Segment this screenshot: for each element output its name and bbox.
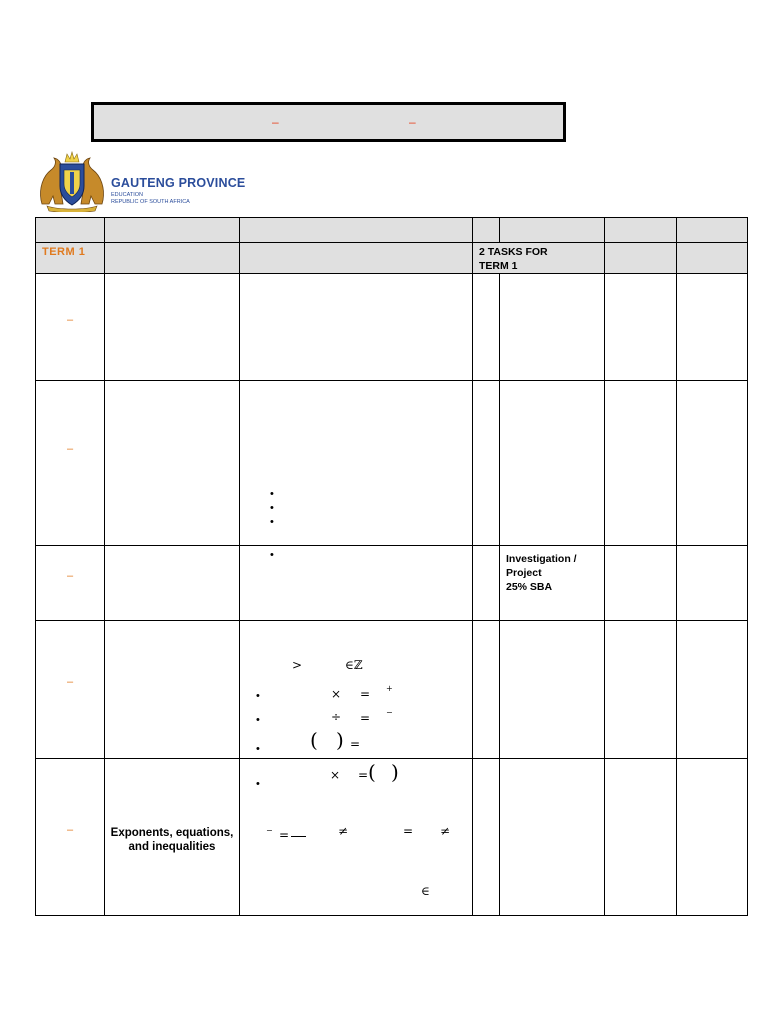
- table-row: [36, 274, 748, 381]
- week-cell: [36, 621, 105, 759]
- header-cell: [500, 218, 605, 243]
- close-paren: ): [336, 728, 344, 752]
- table-row: [36, 621, 748, 759]
- blank-cell: [677, 759, 748, 916]
- week-marker: –: [66, 676, 74, 688]
- header-cell: [605, 218, 677, 243]
- assessment-line2: Project: [506, 567, 542, 579]
- equals-symbol: =: [360, 687, 371, 701]
- blank-cell: [677, 621, 748, 759]
- week-cell: [36, 759, 105, 916]
- tasks-label: [473, 243, 604, 273]
- content-cell: [240, 546, 473, 621]
- title-dash-2: –: [409, 115, 416, 129]
- narrow-cell: [473, 381, 500, 546]
- topic-cell: [105, 274, 240, 381]
- plus-superscript: +: [386, 684, 393, 693]
- narrow-cell: [473, 274, 500, 381]
- header-cell: [36, 218, 105, 243]
- narrow-cell: [473, 546, 500, 621]
- table-row: [36, 759, 748, 916]
- blank-cell: [605, 621, 677, 759]
- document-title-box: [91, 102, 566, 142]
- term-row-cell: [105, 243, 240, 274]
- bullet: •: [256, 714, 260, 726]
- blank-cell: [677, 381, 748, 546]
- open-paren: (: [368, 760, 376, 784]
- table-row: [36, 546, 748, 621]
- topic-title-line2: and inequalities: [128, 841, 216, 853]
- content-cell: [240, 381, 473, 546]
- week-cell: [36, 546, 105, 621]
- equals-symbol: =: [350, 737, 361, 751]
- narrow-cell: [473, 759, 500, 916]
- topic-title: [105, 826, 239, 854]
- element-of-integers-symbol: ∈ℤ: [345, 658, 363, 672]
- greater-than-symbol: >: [292, 658, 303, 672]
- term-planner-table: [35, 217, 748, 916]
- tasks-cell: [473, 243, 605, 274]
- assessment-line3: 25% SBA: [506, 581, 553, 593]
- logo-country: REPUBLIC OF SOUTH AFRICA: [111, 199, 190, 205]
- bullet: •: [270, 488, 274, 500]
- week-marker: –: [66, 570, 74, 582]
- bullet: •: [256, 743, 260, 755]
- term-row-cell: [605, 243, 677, 274]
- bullet: •: [256, 778, 260, 790]
- assessment-line1: Investigation /: [506, 553, 577, 565]
- topic-cell: [105, 621, 240, 759]
- divide-symbol: ÷: [331, 710, 342, 724]
- week-cell: [36, 274, 105, 381]
- topic-cell: [105, 381, 240, 546]
- blank-cell: [605, 381, 677, 546]
- fraction-bar: [291, 836, 306, 837]
- minus-superscript: −: [266, 826, 273, 835]
- content-cell: [240, 759, 473, 916]
- assessment-cell: [500, 546, 605, 621]
- blank-cell: [605, 546, 677, 621]
- content-cell: [240, 621, 473, 759]
- logo-department: EDUCATION: [111, 192, 143, 198]
- topic-cell: [105, 759, 240, 916]
- logo-province-name: GAUTENG PROVINCE: [111, 176, 246, 190]
- topic-title-line1: Exponents, equations,: [110, 827, 234, 839]
- table-row: [36, 381, 748, 546]
- open-paren: (: [310, 728, 318, 752]
- header-cell: [240, 218, 473, 243]
- week-cell: [36, 381, 105, 546]
- week-marker: –: [66, 314, 74, 326]
- equals-symbol: =: [360, 711, 371, 725]
- equals-symbol: =: [279, 828, 290, 842]
- week-marker: –: [66, 443, 74, 455]
- times-symbol: ×: [331, 687, 342, 701]
- blank-cell: [605, 759, 677, 916]
- bullet: •: [270, 549, 274, 561]
- term-row-cell: [677, 243, 748, 274]
- blank-cell: [677, 274, 748, 381]
- table-header-row: [36, 218, 748, 243]
- term-label: TERM 1: [42, 246, 86, 258]
- tasks-label-line1: 2 TASKS FOR: [479, 246, 548, 258]
- not-equal-symbol: ≠: [440, 824, 451, 838]
- week-marker: –: [66, 824, 74, 836]
- not-equal-symbol: ≠: [338, 824, 349, 838]
- assessment-cell: [500, 274, 605, 381]
- minus-superscript: −: [386, 708, 393, 717]
- tasks-label-line2: TERM 1: [479, 260, 518, 272]
- topic-cell: [105, 546, 240, 621]
- bullet: •: [256, 690, 260, 702]
- term-row-cell: [240, 243, 473, 274]
- close-paren: ): [391, 760, 399, 784]
- assessment-cell: [500, 381, 605, 546]
- assessment-task: [500, 546, 604, 594]
- bullet: •: [270, 516, 274, 528]
- equals-symbol: =: [358, 768, 369, 782]
- element-of-symbol: ∈: [421, 884, 430, 898]
- blank-cell: [605, 274, 677, 381]
- header-cell: [677, 218, 748, 243]
- term-row: [36, 243, 748, 274]
- logo-wordmark: [111, 176, 245, 206]
- bullet: •: [270, 502, 274, 514]
- header-cell: [473, 218, 500, 243]
- title-dash-1: –: [272, 115, 279, 129]
- times-symbol: ×: [330, 768, 341, 782]
- header-cell: [105, 218, 240, 243]
- assessment-cell: [500, 759, 605, 916]
- narrow-cell: [473, 621, 500, 759]
- blank-cell: [677, 546, 748, 621]
- term-cell: [36, 243, 105, 274]
- content-cell: [240, 274, 473, 381]
- assessment-cell: [500, 621, 605, 759]
- equals-symbol: =: [403, 824, 414, 838]
